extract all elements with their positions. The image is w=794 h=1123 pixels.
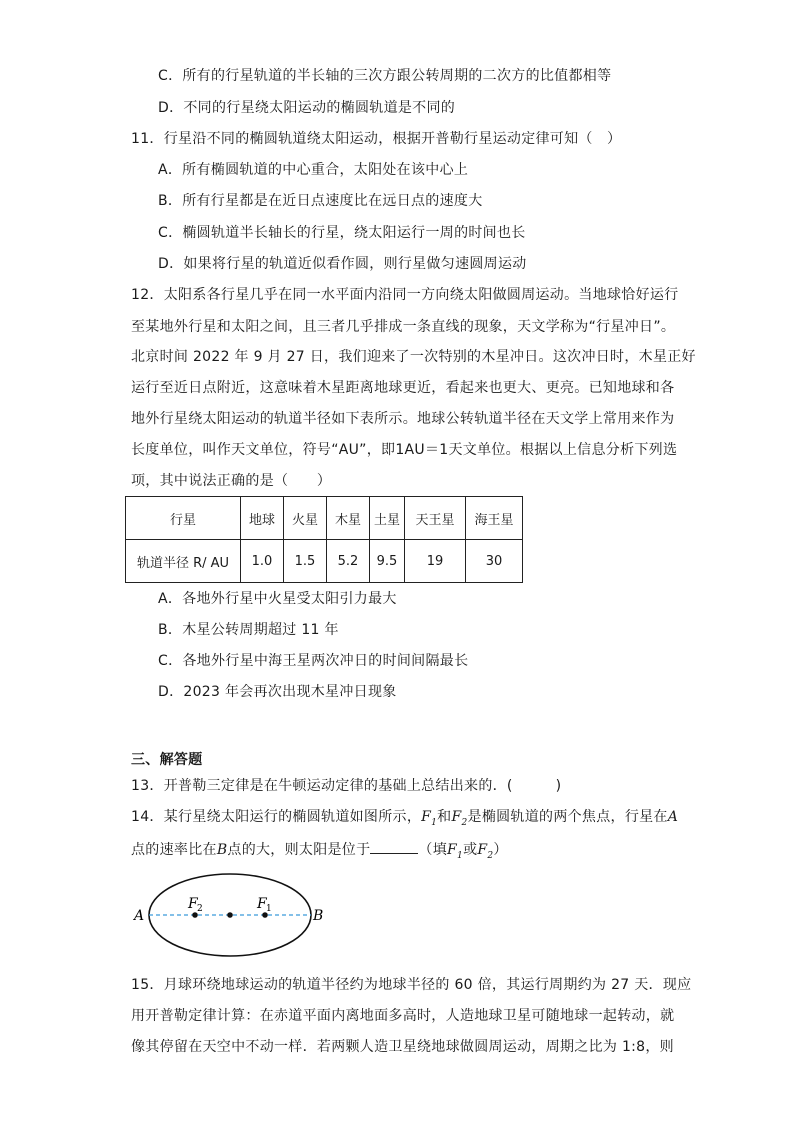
label-f2: F <box>188 896 198 912</box>
q11-option-a: A．所有椭圆轨道的中心重合，太阳处在该中心上 <box>158 162 469 178</box>
table-header-cell: 木星 <box>327 497 370 540</box>
q12-line-2: 至某地外行星和太阳之间，且三者几乎排成一条直线的现象，天文学称为“行星冲日”。 <box>131 319 676 335</box>
table-header-cell: 火星 <box>284 497 327 540</box>
label-f2-sub: 2 <box>197 904 203 914</box>
q12-option-c: C．各地外行星中海王星两次冲日的时间间隔最长 <box>158 653 469 669</box>
q15-line-3: 像其停留在天空中不动一样．若两颗人造卫星绕地球做圆周运动，周期之比为 1:8，则 <box>131 1039 674 1055</box>
point-a-symbol: A <box>667 809 679 825</box>
table-row-label: 轨道半径 R/ AU <box>126 540 241 583</box>
table-header-cell: 行星 <box>126 497 241 540</box>
q14-line-2 <box>131 839 508 865</box>
table-row <box>126 540 523 583</box>
table-header-cell: 海王星 <box>466 497 523 540</box>
q11-stem: 11．行星沿不同的椭圆轨道绕太阳运动，根据开普勒行星运动定律可知（ ） <box>131 131 622 147</box>
q12-option-a: A．各地外行星中火星受太阳引力最大 <box>158 591 397 607</box>
q14-text: 14．某行星绕太阳运行的椭圆轨道如图所示， <box>131 809 422 825</box>
q11-option-c: C．椭圆轨道半长轴长的行星，绕太阳运行一周的时间也长 <box>158 225 526 241</box>
table-cell: 19 <box>405 540 466 583</box>
center-dot <box>227 912 233 918</box>
label-a: A <box>134 908 145 924</box>
table-header-row <box>126 497 523 540</box>
f2-symbol: $F_2$ <box>451 809 468 828</box>
table-header-cell: 土星 <box>370 497 405 540</box>
q11-option-b: B．所有行星都是在近日点速度比在远日点的速度大 <box>158 193 483 209</box>
table-cell: 1.5 <box>284 540 327 583</box>
q12-line-1: 12．太阳系各行星几乎在同一水平面内沿同一方向绕太阳做圆周运动。当地球恰好运行 <box>131 287 679 303</box>
q14-text: 或 <box>463 842 478 858</box>
q11-option-d: D．如果将行星的轨道近似看作圆，则行星做匀速圆周运动 <box>158 256 527 272</box>
ellipse-orbit-svg <box>130 872 330 962</box>
label-b: B <box>313 908 324 924</box>
orbit-radius-table <box>125 496 523 583</box>
q10-option-c: C．所有的行星轨道的半长轴的三次方跟公转周期的二次方的比值都相等 <box>158 68 612 84</box>
q15-line-1: 15．月球环绕地球运动的轨道半径约为地球半径的 60 倍，其运行周期约为 27 天．现应 <box>131 977 692 993</box>
q14-text: （填 <box>418 842 448 858</box>
q14-text: ） <box>493 842 508 858</box>
q12-line-5: 地外行星绕太阳运动的轨道半径如下表所示。地球公转轨道半径在天文学上常用来作为 <box>131 411 675 427</box>
table-header-cell: 地球 <box>241 497 284 540</box>
f2-symbol: $F_2$ <box>477 842 494 861</box>
q14-text: 是椭圆轨道的两个焦点，行星在 <box>467 809 668 825</box>
label-f1: F <box>257 896 267 912</box>
q12-line-7: 项，其中说法正确的是（ ） <box>131 473 332 489</box>
q12-line-4: 运行至近日点附近，这意味着木星距离地球更近，看起来也更大、更亮。已知地球和各 <box>131 380 675 396</box>
q14-text: 点的大，则太阳是位于 <box>227 842 371 858</box>
ellipse-orbit-figure <box>130 872 330 962</box>
q14-text: 点的速率比在 <box>131 842 217 858</box>
q15-line-2: 用开普勒定律计算：在赤道平面内离地面多高时，人造地球卫星可随地球一起转动，就 <box>131 1008 675 1024</box>
f1-symbol: $F_1$ <box>447 842 464 861</box>
answer-blank[interactable] <box>370 839 418 854</box>
q12-line-3: 北京时间 2022 年 9 月 27 日，我们迎来了一次特别的木星冲日。这次冲日时，木星正好 <box>131 349 696 365</box>
table-cell: 1.0 <box>241 540 284 583</box>
table-header-cell: 天王星 <box>405 497 466 540</box>
label-f1-sub: 1 <box>266 904 272 914</box>
q14-line-1 <box>131 808 678 832</box>
q13-stem: 13．开普勒三定律是在牛顿运动定律的基础上总结出来的．( ) <box>131 778 562 794</box>
section-heading: 三、解答题 <box>131 752 203 768</box>
table-cell: 30 <box>466 540 523 583</box>
q12-option-b: B．木星公转周期超过 11 年 <box>158 622 339 638</box>
point-b-symbol: B <box>216 842 228 858</box>
q12-option-d: D．2023 年会再次出现木星冲日现象 <box>158 684 397 700</box>
table-cell: 5.2 <box>327 540 370 583</box>
f1-symbol: $F_1$ <box>421 809 438 828</box>
q12-line-6: 长度单位，叫作天文单位，符号“AU”，即1AU＝1天文单位。根据以上信息分析下列选 <box>131 442 678 458</box>
q14-text: 和 <box>437 809 452 825</box>
table-cell: 9.5 <box>370 540 405 583</box>
q10-option-d: D．不同的行星绕太阳运动的椭圆轨道是不同的 <box>158 100 456 116</box>
